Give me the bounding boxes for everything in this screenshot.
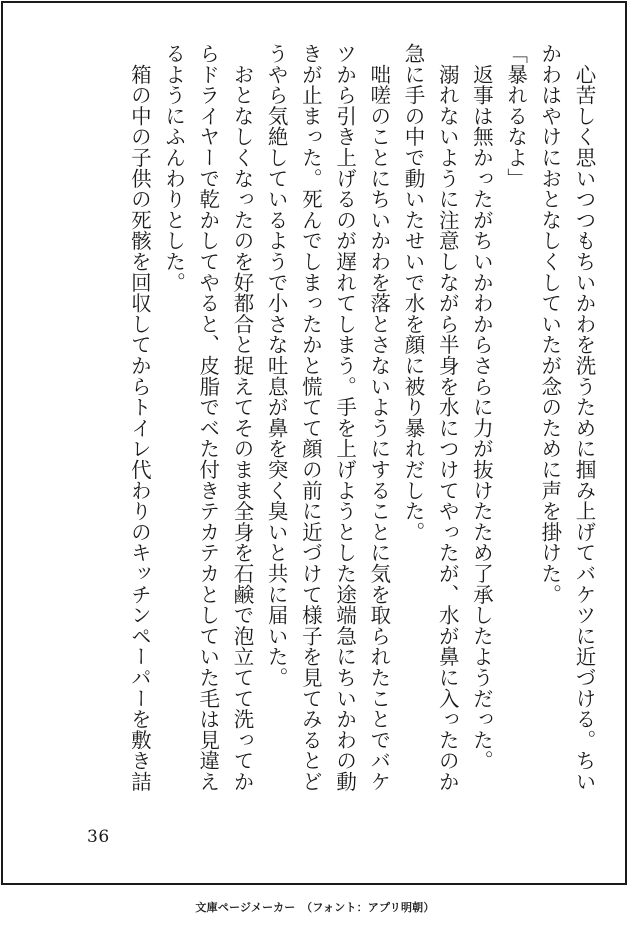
text-line-12: らドライヤーで乾かしてやると、皮脂でベた付きテカテカとしていた毛は見違え: [195, 43, 220, 792]
text-line-7: 咄嗟のことにちいかわを落とさないようにすることに気を取られたことでバケ: [366, 43, 391, 792]
text-line-4: 返事は無かったがちいかわからさらに力が抜けたため了承したようだった。: [469, 43, 494, 771]
text-line-3: 「暴れるなよ」: [503, 43, 528, 189]
text-line-14: 箱の中の子供の死骸を回収してからトイレ代わりのキッチンペーパーを敷き詰: [127, 43, 152, 792]
page-number: 36: [87, 827, 110, 847]
text-line-11: おとなしくなったのを好都合と捉えてそのまま全身を石鹸で泡立てて洗ってか: [229, 43, 254, 792]
text-line-9: きが止まった。死んでしまったかと慌てて顔の前に近づけて様子を見てみるとど: [298, 43, 323, 792]
text-line-5: 溺れないように注意しながら半身を水につけてやったが、水が鼻に入ったのか: [435, 43, 460, 792]
page-frame: [1, 1, 627, 885]
text-line-13: るようにふんわりとした。: [161, 43, 186, 293]
text-line-10: うやら気絶しているようで小さな吐息が鼻を突く臭いと共に届いた。: [264, 43, 289, 688]
text-line-6: 急に手の中で動いたせいで水を顔に被り暴れだした。: [400, 43, 425, 543]
vertical-body-text: [122, 43, 601, 803]
text-line-1: 心苦しく思いつつもちいかわを洗うために掴み上げてバケツに近づける。ちい: [572, 43, 596, 792]
text-line-8: ツから引き上げるのが遅れてしまう。手を上げようとした途端急にちいかわの動: [332, 43, 357, 792]
text-line-2: かわはやけにおとなしくしていたが念のために声を掛けた。: [537, 43, 562, 605]
footer-caption: 文庫ページメーカー （フォント：アプリ明朝）: [195, 901, 435, 914]
